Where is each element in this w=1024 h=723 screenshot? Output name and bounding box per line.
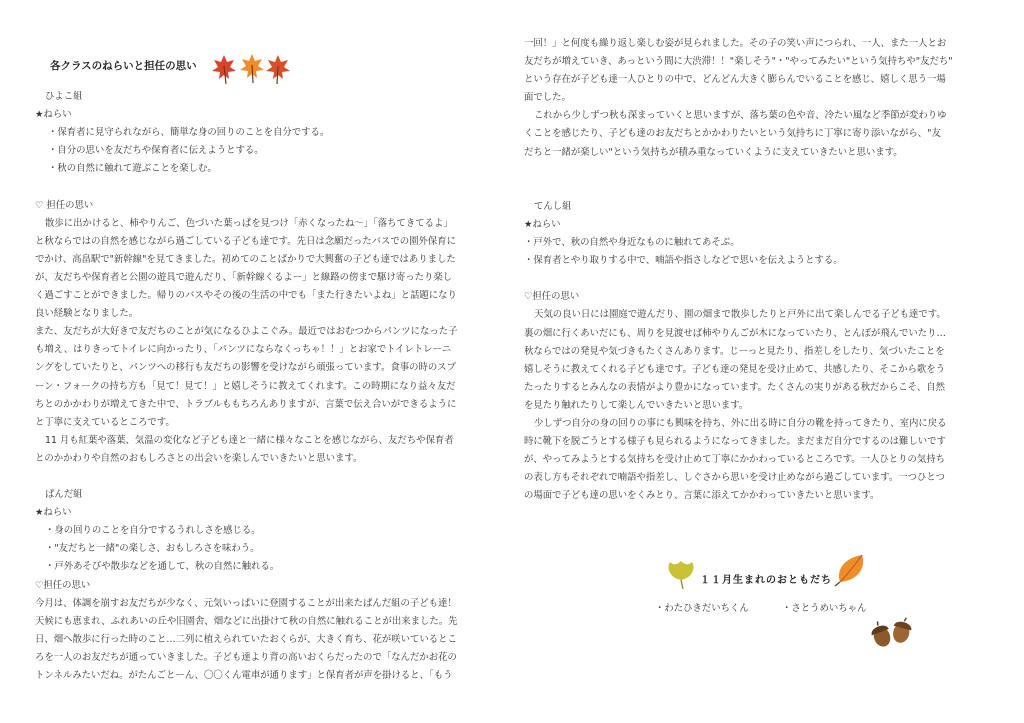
aim-heading: ★ねらい bbox=[524, 218, 561, 230]
teacher-text-line: が、友だちや保育者と公園の遊具で遊んだり、「新幹線くるよー」と線路の傍まで駆け寄ったり楽し bbox=[35, 271, 453, 283]
teacher-text-line: 天候にも恵まれ、ふれあいの丘や旧園舎、畑などに出掛けて秋の自然に触れることが出来ました。先 bbox=[35, 615, 458, 627]
aim-item: ・保育者とやり取りする中で、喃語や指さしなどで思いを伝えようとする。 bbox=[524, 255, 843, 267]
autumn-leaf-icon bbox=[832, 552, 872, 588]
ginkgo-leaf-icon bbox=[664, 560, 698, 590]
teacher-text-line: も増え、はりきってトイレに向かったり、「パンツにならなくっちゃ！！」とお家でトイレトレーニ bbox=[35, 344, 452, 356]
aim-item: ・自分の思いを友だちや保育者に伝えようとする。 bbox=[48, 145, 264, 157]
birthday-name: ・さとうめいちゃん bbox=[782, 603, 867, 614]
aim-item: ・戸外で、秋の自然や身近なものに触れてあそぶ。 bbox=[524, 237, 740, 249]
teacher-text-line: とのかかわりや自然のおもしろさとの出会いを楽しんでいきたいと思います。 bbox=[35, 452, 363, 464]
birthday-name: ・わたひきだいちくん bbox=[655, 603, 749, 614]
teacher-text-line: と秋ならではの自然を感じながら過ごしている子ども達です。先日は念願だったバスでの園外保育に bbox=[35, 235, 457, 247]
teacher-text-line: これから少しずつ秋も深まっていくと思いますが、落ち葉の色や音、冷たい風など季節が変わりゆ bbox=[534, 110, 947, 122]
teacher-text-line: 一回！」と何度も繰り返し楽しむ姿が見られました。その子の笑い声につられ、一人、また一人とお bbox=[524, 38, 947, 49]
teacher-text-line: 少しずつ自分の身の回りの事にも興味を持ち、外に出る時に自分の靴を持ってきたり、室内に戻る bbox=[534, 417, 947, 429]
teacher-text-line: トンネルみたいだね。がたんごとーん、〇〇くん電車が通ります」と保育者が声を掛けると、「もう bbox=[35, 670, 453, 681]
teacher-text-line: 天気の良い日には園庭で遊んだり、園の畑まで散歩したりと戸外に出て楽しんでる子ども達です。 bbox=[534, 309, 946, 321]
left-column bbox=[35, 0, 505, 685]
teacher-text-line: 今月は、体調を崩すお友だちが少なく、元気いっぱいに登園することが出来たぱんだ組の子ども達！ bbox=[35, 597, 457, 609]
teacher-text-line: 散歩に出かけると、柿やりんご、色づいた葉っぱを見つけ「赤くなったね～」「落ちてきてるよ」 bbox=[45, 217, 453, 229]
teacher-heading: ♡担任の思い bbox=[524, 291, 580, 303]
teacher-text-line: という存在が子ども達一人ひとりの中で、どんどん大きく膨らんでいることを感じ、嬉しく思う一場 bbox=[524, 74, 946, 86]
teacher-text-line: また、友だちが大好きで友だちのことが気になるひよこぐみ。最近ではおむつからパンツになった子 bbox=[35, 326, 458, 338]
teacher-text-line: 良い経験となりました。 bbox=[35, 308, 139, 320]
aim-item: ・秋の自然に触れて遊ぶことを楽しむ。 bbox=[48, 163, 217, 175]
page-title: 各クラスのねらいと担任の思い bbox=[50, 60, 197, 72]
teacher-text-line: 裏の畑に行くあいだにも、周りを見渡せば柿やりんごが木になっていたり、とんぼが飛んでいたり… bbox=[524, 327, 946, 339]
teacher-text-line: ーン・フォークの持ち方も「見て！見て！」と嬉しそうに教えてくれます。この時期になり益々友だ bbox=[35, 380, 456, 392]
teacher-text-line: くことを感じたり、子ども達のお友だちとかかわりたいという気持ちに丁寧に寄り添いながら、"友 bbox=[524, 128, 941, 140]
teacher-text-line: 嬉しそうに教えてくれる子ども達です。子ども達の発見を受け止めて、共感したり、そこから歌をう bbox=[524, 363, 945, 375]
teacher-text-line: でかけ、高畠駅で"新幹線"を見てきました。初めてのことばかりで大興奮の子ども達ではありました bbox=[35, 253, 456, 265]
teacher-heading: ♡ 担任の思い bbox=[35, 199, 94, 211]
teacher-text-line: が、やってみようとする気持ちを受け止めて丁寧にかかわっているところです。一人ひとりの気持ち bbox=[524, 454, 945, 466]
aim-item: ・身の回りのことを自分でするうれしさを感じる。 bbox=[45, 525, 261, 537]
teacher-text-line: だちと一緒が楽しい"という気持ちが積み重なっていくように支えていきたいと思います。 bbox=[524, 146, 903, 158]
class-name-tenshi: てんし組 bbox=[534, 200, 572, 212]
birthday-title: １１月生まれのおともだち bbox=[700, 575, 832, 586]
class-name-hiyoko: ひよこ組 bbox=[45, 91, 83, 102]
aim-item: ・"友だちと一緒"の楽しさ、おもしろさを味わう。 bbox=[45, 543, 260, 555]
teacher-text-line: 11 月も紅葉や落葉、気温の変化など子ども達と一緒に様々なことを感じながら、友だちや保育者 bbox=[45, 434, 454, 446]
teacher-text-line: の表し方もそれぞれで喃語や指差し、しぐさから思いを受け止めながら過ごしています。一つひとつ bbox=[524, 472, 945, 484]
teacher-text-line: 面でした。 bbox=[524, 92, 571, 104]
teacher-text-line: たったりするとみんなの表情がより豊かになっています。たくさんの実りがある秋だからこそ、自然 bbox=[524, 381, 945, 393]
teacher-text-line: 友だちが増えていき、あっという間に大渋滞！！"楽しそう"・"やってみたい"という気持ちや"友だち" bbox=[524, 56, 953, 68]
aim-heading: ★ねらい bbox=[35, 109, 72, 121]
teacher-text-line: ちとのかかわりが増えてきた中で、トラブルももちろんありますが、言葉で伝え合いができるように bbox=[35, 398, 457, 410]
teacher-text-line: 時に靴下を脱ごうとする様子も見られるようになってきました。まだまだ自分でするのは難しいです bbox=[524, 436, 946, 448]
aim-item: ・保育者に見守られながら、簡単な身の回りのことを自分でする。 bbox=[48, 127, 330, 139]
teacher-text-line: ングをしていたりと、パンツへの移行も友だちの影響を受けながら頑張っています。食事の時のスプ bbox=[35, 362, 456, 374]
aim-item: ・戸外あそびや散歩などを通して、秋の自然に触れる。 bbox=[45, 561, 280, 573]
aim-heading: ★ねらい bbox=[35, 507, 72, 519]
teacher-text-line: 日、畑へ散歩に行った時のこと…二列に植えられていたおくらが、大きく育ち、花が咲いているとこ bbox=[35, 633, 457, 645]
teacher-text-line: く過ごすことができました。帰りのバスやその後の生活の中でも「また行きたいよね」と話題になり bbox=[35, 290, 457, 302]
teacher-text-line: ろを一人のお友だちが通っていきました。子ども達より背の高いおくらだったので「なんだかお花の bbox=[35, 651, 457, 663]
teacher-text-line: と丁寧に支えているところです。 bbox=[35, 416, 175, 428]
acorn-icon bbox=[868, 614, 916, 650]
class-name-panda: ぱんだ組 bbox=[45, 489, 83, 501]
teacher-text-line: 秋ならではの発見や気づきもたくさんあります。じーっと見たり、指差しをしたり、気づいたことを bbox=[524, 345, 945, 357]
teacher-text-line: を見たり触れたりして楽しんでいきたいと思います。 bbox=[524, 399, 749, 411]
teacher-text-line: の場面で子ども達の思いをくみとり、言葉に添えてかかわっていきたいと思います。 bbox=[524, 490, 880, 502]
right-column bbox=[524, 0, 994, 505]
teacher-heading: ♡担任の思い bbox=[35, 579, 91, 591]
